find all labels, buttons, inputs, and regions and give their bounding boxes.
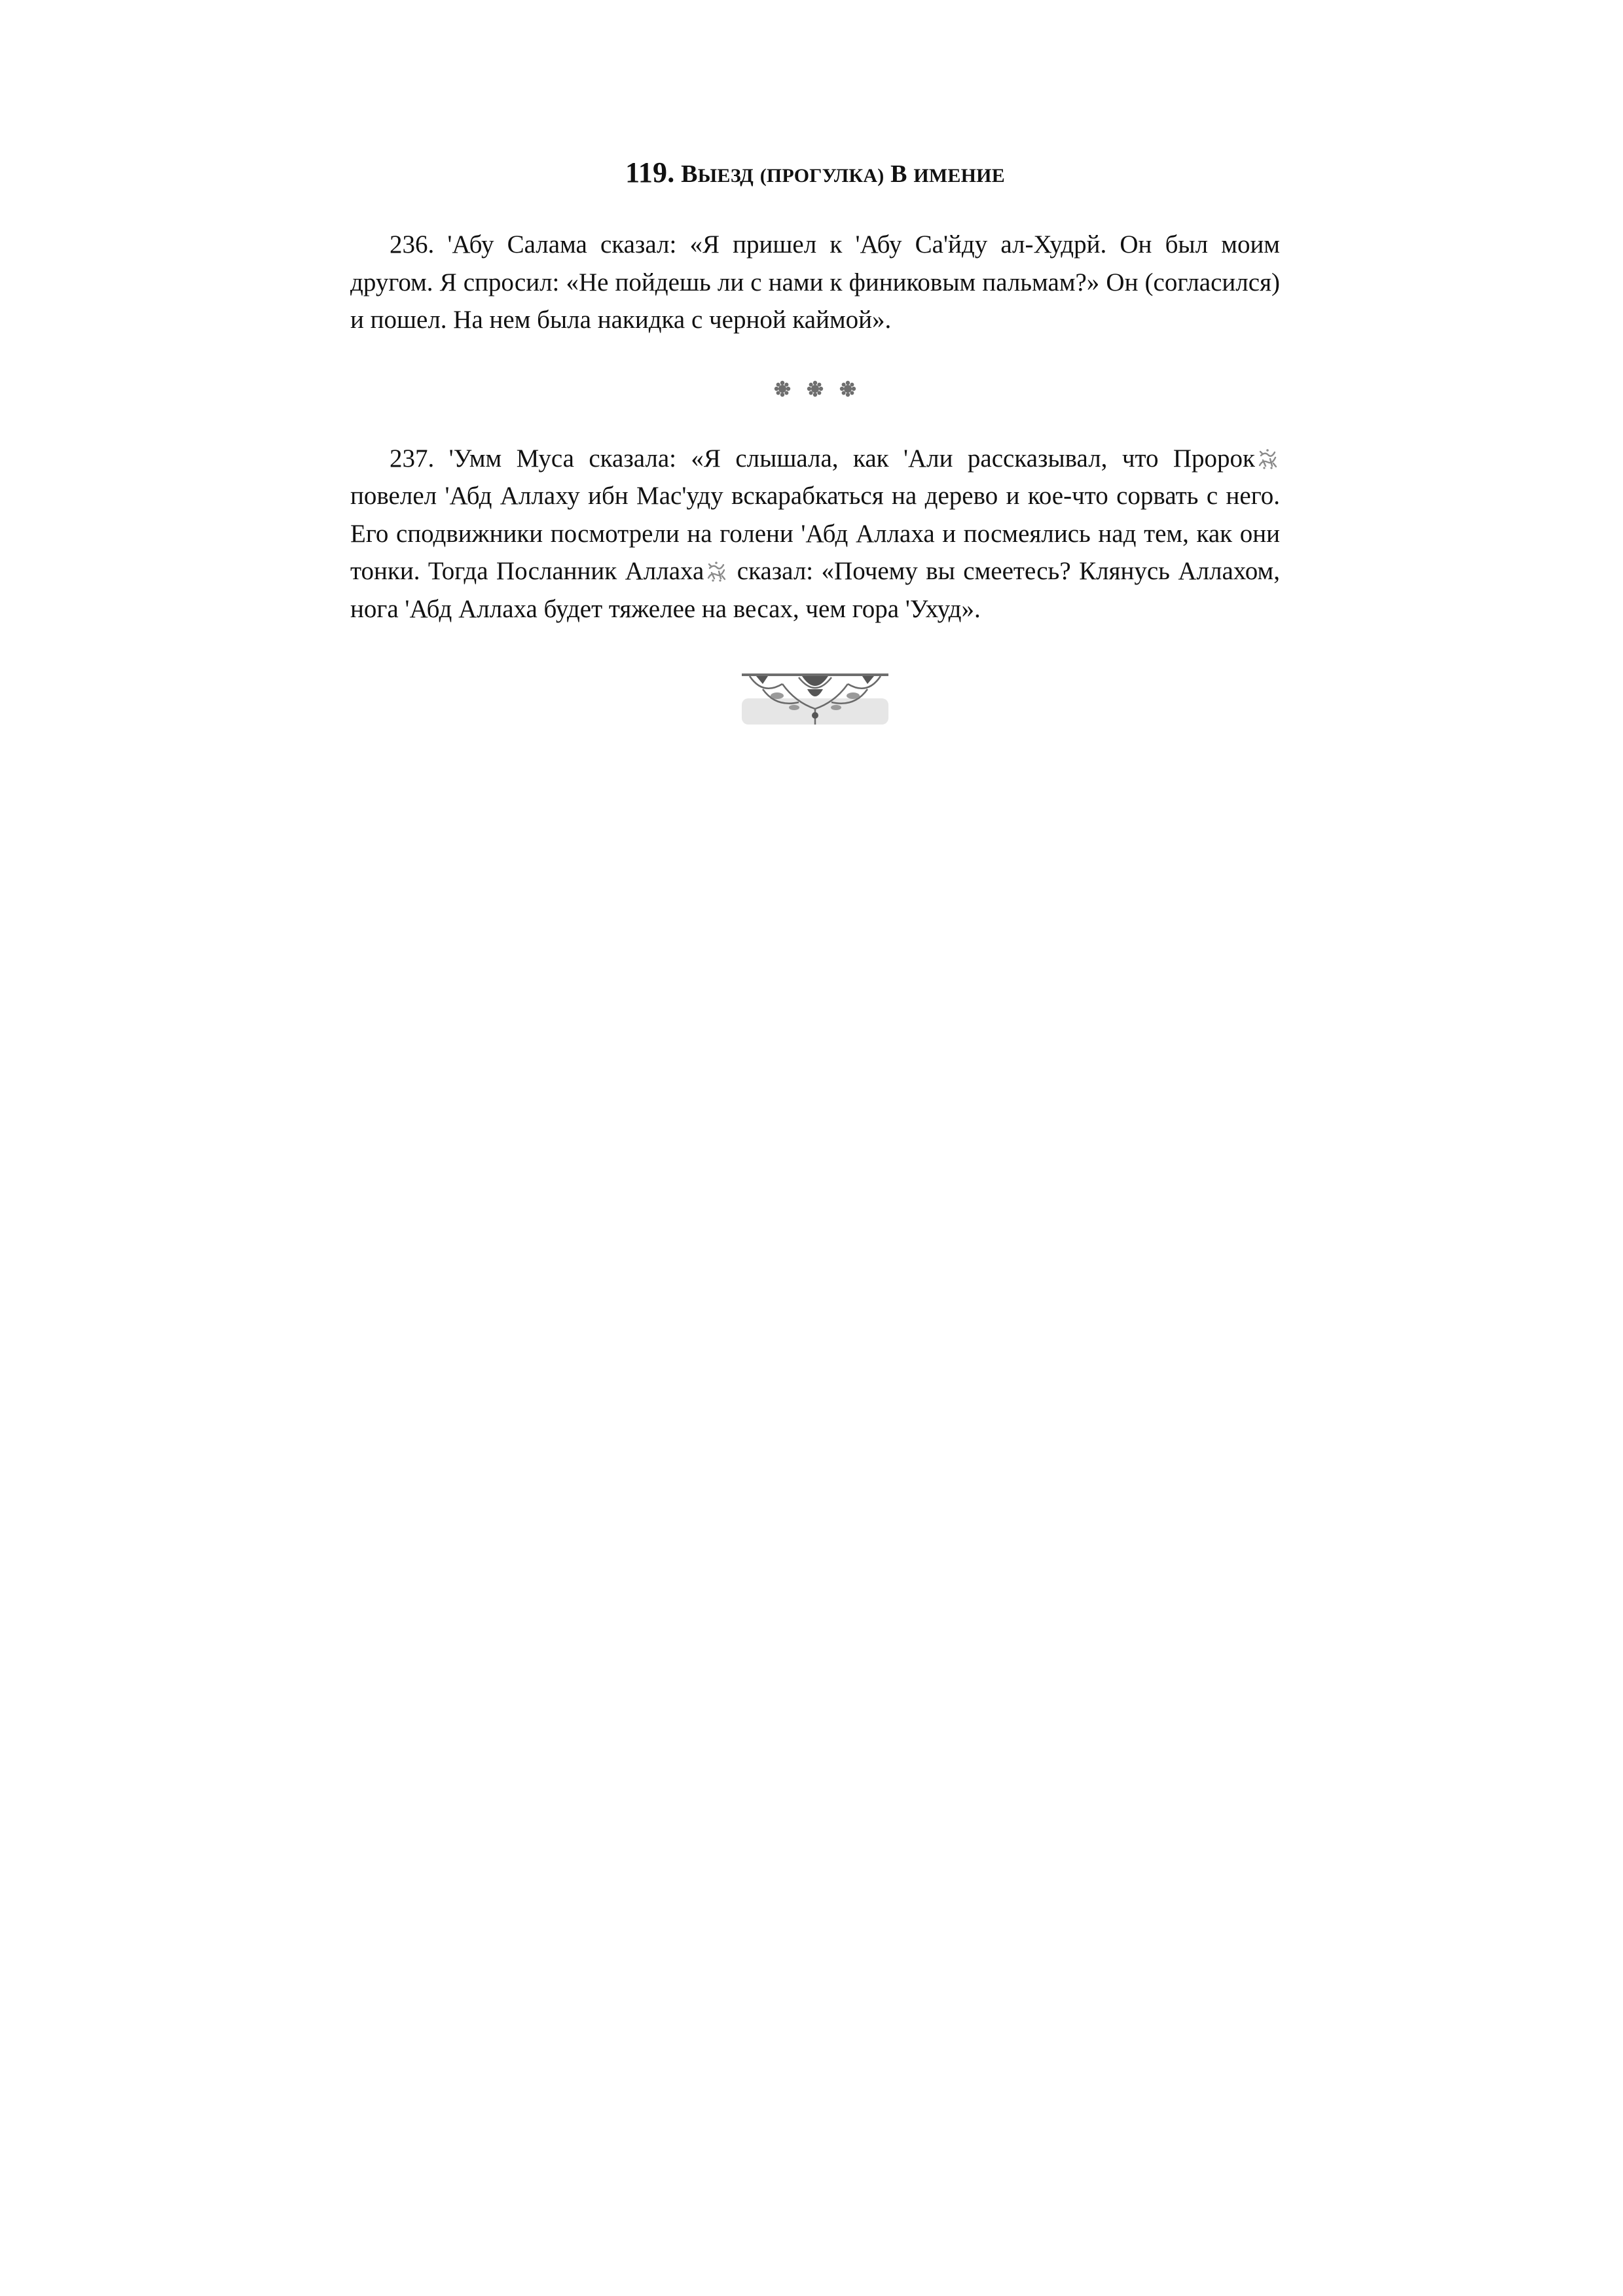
chapter-title-preposition: В xyxy=(890,160,907,188)
chapter-title xyxy=(350,157,1280,192)
page-content xyxy=(350,157,1280,733)
chapter-title-paren: (ПРОГУЛКА) xyxy=(759,165,884,187)
chapter-title-initial: В xyxy=(681,160,698,188)
chapter-number: 119. xyxy=(625,156,675,188)
hadith-237-part1: 237. 'Умм Муса сказала: «Я слышала, как 'Али рассказывал, что Пророк xyxy=(390,444,1255,473)
three-rosettes-divider-icon xyxy=(350,377,1280,403)
hadith-236: 236. 'Абу Салама сказал: «Я пришел к 'Абу Са'йду ал-Худрй. Он был моим другом. Я спросил: «Не пойдешь ли с нами к финиковым пальмам?» Он (согласился) и пошел. На нем была накидка с черной каймой». xyxy=(350,230,1280,334)
floral-end-ornament-icon xyxy=(350,670,1280,733)
hadith-237-part2: повелел 'Абд Аллаху ибн Мас'уду вскарабкаться на дерево и кое-что сорвать с него. Его сподвижники посмотрели на голени 'Абд Аллаха и посмеялись над тем, как они тонки. Тогда Посланник Аллаха xyxy=(350,482,1280,585)
salawat-calligraphy-icon xyxy=(1256,448,1279,470)
salawat-calligraphy-icon xyxy=(705,560,727,583)
hadith-237-part3: сказал: «Почему вы смеетесь? Клянусь Аллахом, нога 'Абд Аллаха будет тяжелее на весах, чем гора 'Ухуд». xyxy=(350,557,1280,623)
hadith-237 xyxy=(350,440,1280,628)
chapter-title-tail: ИМЕНИЕ xyxy=(913,165,1005,187)
chapter-title-word: ЫЕЗД xyxy=(697,165,754,187)
